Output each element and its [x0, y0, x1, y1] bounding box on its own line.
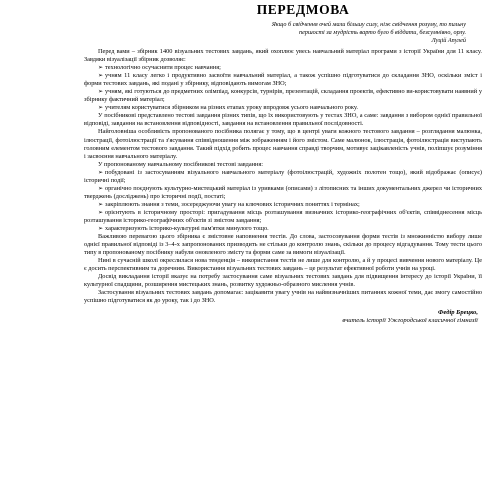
bullet-item: [84, 169, 482, 185]
paragraph-text: закріплюють знання з теми, зосереджуючи увагу на ключових історичних поняттях і термінах;: [105, 200, 360, 208]
paragraph-text: побудовані із застосуванням візуального навчального матеріалу (фотоілюстрацій, художніх полотен тощо), який відображає (описує) історичні події;: [84, 168, 482, 184]
paragraph-text: учням, які готуються до предметних олімпіад, конкурсів, турнірів, презентацій, складання проектів, ефективно ви-користовувати наявний у збірнику фактичний матеріал;: [84, 88, 482, 104]
paragraph-text: Перед вами – збірник 1400 візуальних тестових завдань, який охоплює увесь навчальний матеріал програми з історії України для 11 класу. Завдяки візуалізації збірник дозволяє:: [84, 48, 482, 64]
bullet-arrow-icon: ➢: [98, 65, 104, 72]
paragraph: [84, 289, 482, 305]
bullet-arrow-icon: ➢: [98, 185, 104, 192]
bullet-item: [84, 201, 482, 209]
signature-block: [84, 309, 482, 325]
paragraph-text: учням 11 класу легко і продуктивно засвоїти навчальний матеріал, а також успішно підготуватися до складання ЗНО, оскільки зміст і форми тестових завдань, які подані у збірнику, відповідають вимогам ЗНО;: [84, 72, 482, 88]
bullet-arrow-icon: ➢: [98, 201, 104, 208]
paragraph-text: характеризують історико-культурні пам'ятки минулого тощо.: [105, 225, 269, 233]
paragraph-text: Застосування візуальних тестових завдань допомагає: зацікавити увагу учнів на найвизначніших питаннях кожної теми, дає змогу самостійно успішно підготуватися як до уроку, так і до ЗНО.: [84, 289, 482, 305]
bullet-item: [84, 88, 482, 104]
bullet-arrow-icon: ➢: [98, 105, 104, 112]
paragraph: [84, 161, 482, 169]
bullet-arrow-icon: ➢: [98, 169, 104, 176]
paragraph-text: орієнтують в історичному просторі: пригадування місць розташування визначних історико-географічних об'єктів, співвіднесення місць розташування історико-географічних об'єктів зі змістом завдання;: [84, 208, 482, 224]
paragraph-text: У пропонованому навчальному посібникові тестові завдання:: [98, 160, 264, 168]
paragraph: [84, 128, 482, 160]
paragraph-text: Найголовніша особливість пропонованого посібника полягає у тому, що в центрі уваги кожного тестового завдання – розглядання малюнка, ілюстрації, фотоілюстрації та з'ясування співвідношення між зображенням і його змістом. Саме малюнок, ілюстрація, фотоілюстрація виступають головним елементом тестового завдання. Такий підхід робить процес навчання справді творчим, мотивує зацікавленість учнів, поліпшує розуміння і засвоєння навчального матеріалу.: [84, 128, 482, 160]
paragraph: [84, 233, 482, 257]
signature-role: вчитель історії Ужгородської класичної гімназії: [342, 316, 478, 324]
paragraph-text: технологічно осучаснити процес навчання;: [105, 64, 221, 72]
bullet-arrow-icon: ➢: [98, 209, 104, 216]
paragraph-text: Нині в сучасній школі окреслилася нова тенденція – використання тестів не лише для контролю, а й у процесі вивчення нового матеріалу. Це є досить перспективним та доречним. Використання візуальних тестових завдань – це результат ефективної роботи учнів на уроці.: [84, 257, 482, 273]
paragraph-text: У посібникові представлено тестові завдання різних типів, що їх використовують у тестах ЗНО, а саме: завдання з вибором однієї правильної відповіді, завдання на встановлення відповідності, завдання на встановлення правильної послідовності.: [84, 112, 482, 128]
epigraph-author: Луцій Апулей: [431, 37, 466, 44]
paragraph: [84, 257, 482, 273]
paragraph: [84, 273, 482, 289]
bullet-item: [84, 209, 482, 225]
document-body: [84, 48, 482, 306]
bullet-item: [84, 72, 482, 88]
paragraph-text: Важливою перевагою цього збірника є змістовне наповнення тестів. До слова, застосовування форми тестів із множинністю вибору лише однієї правильної відповіді із 3–4-х запропонованих призводить не стільки до контролю знань, скільки до процесу відгадування. Тому тести цього типу в пропонованому посібнику набули оновленого змісту та форми саме за вимоги візуалізації.: [84, 233, 482, 257]
paragraph: [84, 48, 482, 64]
bullet-item: [84, 64, 482, 72]
bullet-arrow-icon: ➢: [98, 89, 104, 96]
signature-name: Федір Брецко,: [438, 308, 478, 316]
bullet-arrow-icon: ➢: [98, 73, 104, 80]
bullet-item: [84, 104, 482, 112]
paragraph: [84, 112, 482, 128]
bullet-arrow-icon: ➢: [98, 226, 104, 233]
paragraph-text: Досвід викладання історії вказує на потребу застосування саме візуальних тестових завдань для підвищення інтересу до історії України, її культурної спадщини, розширення мистецьких знань, розвитку художньо-образного мислення учнів.: [84, 273, 482, 289]
paragraph-text: учителям користуватися збірником на різних етапах уроку впродовж усього навчального року.: [105, 104, 358, 112]
bullet-item: [84, 185, 482, 201]
bullet-item: [84, 225, 482, 233]
epigraph-text: Якщо б свідчення очей мали більшу силу, ніж свідчення розуму, то пильну першості за мудрість варто було б віддати, безсумнівно, орлу.: [271, 21, 466, 36]
paragraph-text: органічно поєднують культурно-мистецький матеріал із уривками (описами) з літописних та інших документальних джерел чи історичних тверджень (досліджень) про історичні події, постаті;: [84, 184, 482, 200]
page-title: ПЕРЕДМОВА: [256, 2, 350, 17]
